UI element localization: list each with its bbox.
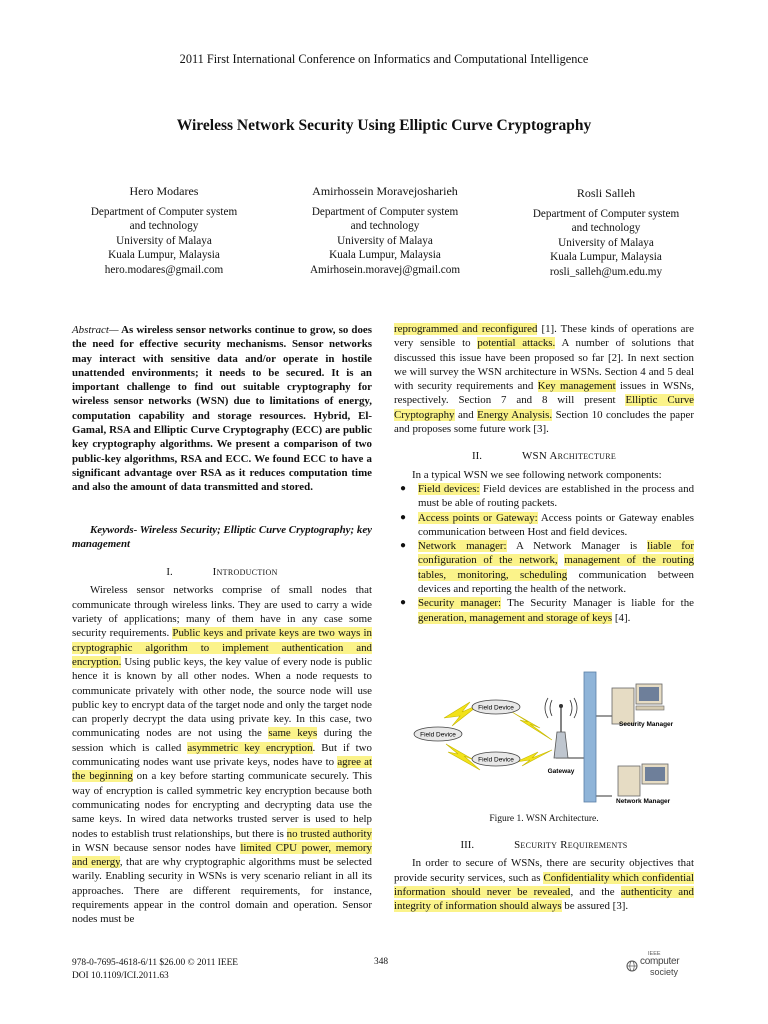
section-number: I. [166,566,173,579]
section-title: Security Requirements [514,839,628,851]
highlight: no trusted authority [286,827,372,840]
keyboard-icon [636,706,664,710]
field-device-label: Field Device [478,756,514,764]
highlight: reprogrammed and reconfigured [394,323,538,335]
highlight: generation, management and storage of keys [418,611,613,624]
highlight: asymmetric key encryption [187,741,313,754]
text: in WSN because sensor nodes have [72,841,241,854]
section-heading-security-requirements [394,838,694,852]
author-city: Kuala Lumpur, Malaysia [108,249,220,261]
text: Using public keys, the key value of every node is public hence it is known by all other nodes. When a node requests to communicate privately with other node, the source node will use public key to encrypt data of the target node and only the target node can properly decrypt the data using private key. In this case, two communicating nodes are not using the [72,655,372,740]
text: Wireless sensor networks comprise of small nodes that communicate through wireless links. They are used to carry a wide variety of applications; many of them have in any case some security requirements. [72,584,372,640]
bullet-icon: ● [400,597,407,609]
section-title: WSN Architecture [521,450,617,463]
text: issues in WSNs, respectively. Section 7 and 8 will present [394,380,694,407]
logo-text-mid: computer [640,956,680,967]
globe-icon [626,960,638,972]
monitor-screen [645,767,665,781]
highlight: potential attacks. [477,337,556,350]
author-email[interactable]: Amirhosein.moravej@gmail.com [309,263,461,276]
component-list [394,482,694,625]
ieee-computer-society-logo [626,951,696,979]
wireless-link-bolt [512,712,552,740]
wsn-architecture-figure [404,666,694,810]
text: on a key before starting communicate securely. This way of encryption is called symmetric key encryption because both communicating nodes for encrypting and decrypting data use the same keys. In wired data networks trusted server is used to help nodes to establish trust relationships, but there is [72,770,372,840]
text: Field devices are established in the process and must be able of routing packets. [418,482,695,510]
abstract [72,323,372,495]
text: Access points or Gateway enables communication between Host and field devices. [418,511,694,538]
security-manager-label: Security Manager [619,721,674,728]
intro-paragraph [72,583,372,926]
keywords: Keywords- Wireless Security; Elliptic Curve Cryptography; key management [72,523,372,550]
text: , that are why cryptographic algorithms must be selected warily. Enabling security in WSNs is very scenario reliant in all its approaches. There are different requirements, for instance, requirements appear in the control domain and operation. Sensor nodes must be [72,856,372,926]
list-item [394,539,694,596]
text: be assured [3]. [561,900,629,913]
bullet-icon: ● [400,511,407,523]
logo-text-bottom: society [650,967,679,977]
text: . But if two communicating nodes want use private keys, nodes have to [72,741,372,769]
highlight: Energy Analysis. [477,408,553,421]
section-number: III. [460,839,475,851]
author-email[interactable]: hero.modares@gmail.com [104,263,224,276]
text: communication between devices and reporting the health of the network. [418,568,694,596]
signal-wave-icon [570,700,572,716]
bullet-icon: ● [400,482,407,494]
signal-wave-icon [574,698,577,718]
section-heading-introduction [72,565,372,579]
signal-wave-icon [545,698,548,718]
author-dept: and technology [129,220,199,232]
text: A number of solutions that discussed this issue have been proposed so far [2]. In next section we will survey the WSN architecture in WSNs. Section 4 and 5 deal with security requirements and [394,337,694,393]
author-dept: Department of Computer system [311,205,459,218]
author-block-1 [66,184,262,277]
author-block-3 [508,186,704,279]
intro-continuation [394,322,694,436]
author-name: Rosli Salleh [576,186,636,200]
signal-wave-icon [550,700,552,716]
author-dept: and technology [350,220,420,232]
highlight: limited CPU power, memory and energy [72,841,372,869]
right-column [394,322,694,625]
wsn-intro: In a typical WSN we see following network components: [412,468,662,481]
left-column [72,323,372,927]
highlight: Elliptic Curve Cryptography [394,394,695,421]
highlight: Network manager: [418,540,507,553]
highlight: Key management [537,380,616,393]
highlight: authenticity and integrity of information should always [394,885,695,913]
author-email[interactable]: rosli_salleh@um.edu.my [549,265,663,278]
author-dept: Department of Computer system [532,207,680,220]
author-name: Amirhossein Moravejosharieh [312,184,458,198]
monitor-screen [639,687,659,701]
author-university: University of Malaya [558,236,654,249]
author-university: University of Malaya [116,234,212,247]
author-name: Hero Modares [129,184,199,198]
field-device-label: Field Device [478,704,514,712]
text: and [454,408,478,421]
bullet-icon: ● [400,540,407,552]
abstract-text: As wireless sensor networks continue to grow, so does the need for effective security mechanisms. Sensor networks may interact with sensitive data and/or operate in hostile unattended environments; it needs to be secured. It is an important challenge to find out suitable cryptography for wireless sensor networks (WSN) due to limitations of energy, computation capability and storage resources. Hybrid, El-Gamal, RSA and Elliptic Curve Cryptography (ECC) are public key cryptography algorithms. We present a comparison of two public-key algorithms, RSA and ECC. We found ECC to have a significant advantage over RSA as it reduces computation time and also the amount of data transmitted and stored. [72,324,372,494]
text: In order to secure of WSNs, there are security objectives that provide security services, such as [394,857,694,884]
field-device-label: Field Device [420,731,456,739]
highlight: Confidentiality which confidential information should never be revealed [394,871,694,898]
paper-title: Wireless Network Security Using Elliptic Curve Cryptography [176,117,592,134]
gateway-icon [554,732,568,758]
section-number: II. [471,450,482,463]
text: , and the [570,885,621,898]
security-manager-computer-icon [612,688,634,724]
list-item [394,482,694,511]
list-item [394,511,694,540]
highlight: Public keys and private keys are two ways in cryptographic algorithm to implement authentication and encryption. [72,627,373,668]
text: [4]. [612,611,631,624]
figure-caption: Figure 1. WSN Architecture. [489,814,599,824]
isbn-line: 978-0-7695-4618-6/11 $26.00 © 2011 IEEE [72,958,239,968]
highlight: liable for configuration of the network, [418,540,694,567]
footer-left [72,957,238,982]
highlight: Security manager: [418,597,502,610]
highlight: agree at the beginning [72,756,372,783]
highlight: same keys [268,727,318,740]
security-section [394,832,694,913]
text: Section 10 concludes the paper and proposes some future work [3]. [394,408,694,436]
network-manager-computer-icon [618,766,640,796]
highlight: Access points or Gateway: [418,511,538,524]
conference-header: 2011 First International Conference on Informatics and Computational Intelligence [179,52,589,66]
security-paragraph [394,856,694,913]
highlight: management of the routing tables, monitoring, scheduling [418,554,694,581]
section-title: Introduction [212,566,278,579]
author-university: University of Malaya [337,234,433,247]
list-item [394,596,694,625]
author-block-2 [280,184,490,277]
gateway-label: Gateway [547,768,575,775]
author-city: Kuala Lumpur, Malaysia [550,251,662,263]
highlight: Field devices: [418,482,480,495]
text: [1]. These kinds of operations are very sensible to [394,323,694,350]
text: during the session which is called [72,727,373,754]
author-dept: and technology [571,222,641,234]
text: A Network Manager is [506,540,648,553]
gateway-antenna-tip [559,704,563,708]
page-number: 348 [374,957,389,967]
wireless-link-bolt [516,750,552,766]
section-heading-wsn-architecture [394,449,694,463]
author-city: Kuala Lumpur, Malaysia [329,249,441,261]
network-manager-label: Network Manager [616,798,671,805]
text: The Security Manager is liable for the [501,597,694,610]
author-dept: Department of Computer system [90,205,238,218]
doi-line[interactable]: DOI 10.1109/ICI.2011.63 [72,970,169,981]
abstract-label: Abstract— [72,324,119,336]
network-backbone [584,672,596,802]
logo-text-top: IEEE [648,951,661,957]
